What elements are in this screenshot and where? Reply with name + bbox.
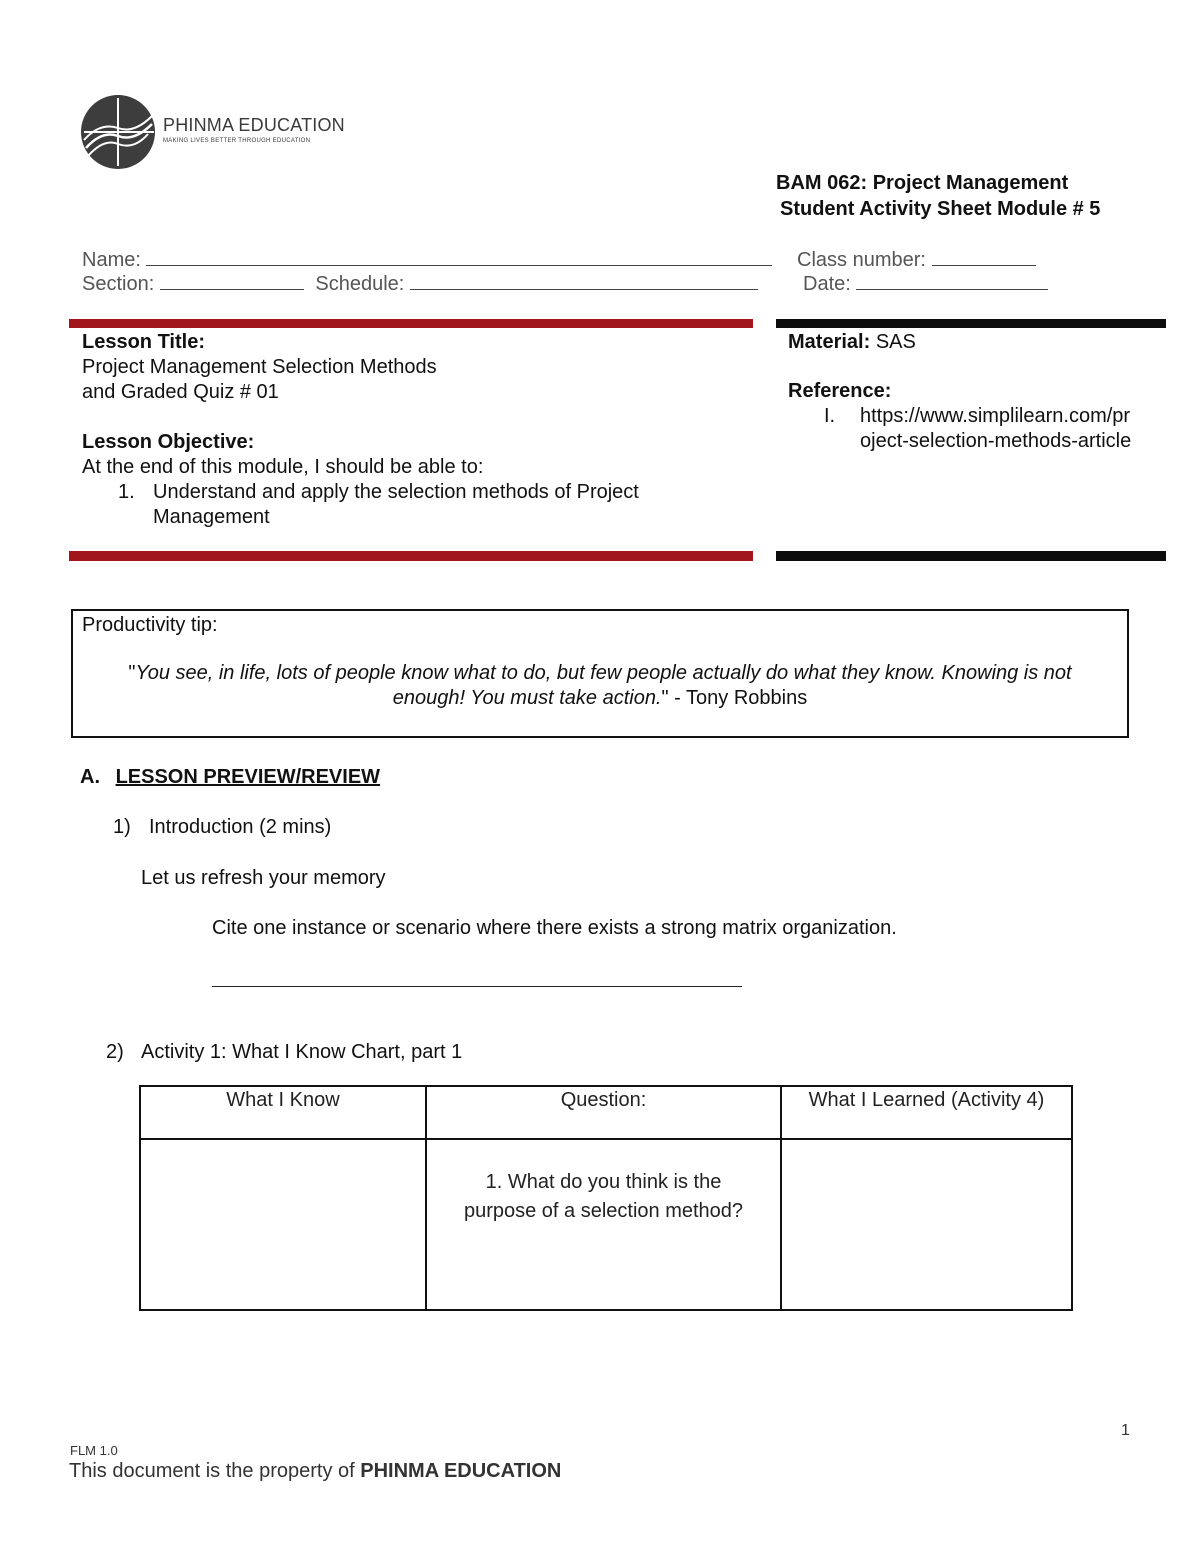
quote-text-line2: enough! You must take action. xyxy=(392,687,662,709)
quote-open-mark: " xyxy=(128,662,136,684)
tip-quote-line1 xyxy=(71,661,1129,686)
item2-number: 2) xyxy=(106,1041,124,1063)
name-blank[interactable] xyxy=(146,247,772,266)
quote-text-line1: You see, in life, lots of people know what to do, but few people actually do what they know. Knowing is not xyxy=(135,662,1072,684)
reference-link-line1[interactable]: https://www.simplilearn.com/pr xyxy=(860,405,1131,427)
section-label: Section: xyxy=(82,273,155,295)
name-label: Name: xyxy=(82,249,141,271)
objective-line1: Understand and apply the selection methods of Project xyxy=(153,481,639,503)
lesson-bottom-bar xyxy=(69,551,753,561)
date-label: Date: xyxy=(803,273,851,295)
material-top-bar xyxy=(776,319,1166,328)
lesson-block xyxy=(82,330,742,530)
tip-quote-line2 xyxy=(71,686,1129,711)
lesson-title-line1: Project Management Selection Methods xyxy=(82,356,437,378)
sheet-title: Student Activity Sheet Module # 5 xyxy=(780,198,1101,220)
cell-question: 1. What do you think is the purpose of a selection method? xyxy=(426,1139,781,1310)
scenario-prompt: Cite one instance or scenario where there exists a strong matrix organization. xyxy=(212,917,897,939)
phinma-logo-icon xyxy=(78,92,158,172)
item1-title: Introduction (2 mins) xyxy=(149,816,332,838)
course-title: BAM 062: Project Management xyxy=(776,172,1069,194)
lesson-top-bar xyxy=(69,319,753,328)
property-owner: PHINMA EDUCATION xyxy=(360,1460,562,1482)
section-a-title: LESSON PREVIEW/REVIEW xyxy=(115,766,381,788)
material-block xyxy=(788,330,1168,454)
date-field xyxy=(803,271,1048,296)
tip-label: Productivity tip: xyxy=(82,614,218,636)
lesson-title-label: Lesson Title: xyxy=(82,331,205,353)
logo-name: PHINMA EDUCATION xyxy=(163,115,345,135)
reference-item xyxy=(788,404,1168,454)
item2-title: Activity 1: What I Know Chart, part 1 xyxy=(141,1041,463,1063)
material-line xyxy=(788,330,1168,355)
lesson-title-line2: and Graded Quiz # 01 xyxy=(82,381,279,403)
lesson-objective-intro: At the end of this module, I should be able to: xyxy=(82,456,484,478)
answer-line[interactable] xyxy=(212,986,742,987)
material-label: Material xyxy=(788,331,864,353)
reference-number: I. xyxy=(824,405,836,427)
objective-line2: Management xyxy=(153,506,270,528)
flm-version: FLM 1.0 xyxy=(70,1443,118,1458)
logo-tagline: MAKING LIVES BETTER THROUGH EDUCATION xyxy=(163,138,311,144)
reference-label: Reference: xyxy=(788,380,892,402)
refresh-text: Let us refresh your memory xyxy=(141,867,386,889)
schedule-blank[interactable] xyxy=(410,271,758,290)
lesson-objective-label: Lesson Objective: xyxy=(82,431,255,453)
material-value: SAS xyxy=(875,331,916,353)
class-number-label: Class number: xyxy=(797,249,926,271)
section-a-heading xyxy=(80,765,380,790)
cell-what-i-know[interactable] xyxy=(140,1139,426,1310)
property-notice xyxy=(69,1460,561,1483)
reference-link-line2[interactable]: oject-selection-methods-article xyxy=(860,430,1132,452)
section-blank[interactable] xyxy=(160,271,304,290)
property-prefix: This document is the property of xyxy=(69,1460,361,1482)
section-a-letter: A. xyxy=(80,766,100,788)
item1-number: 1) xyxy=(113,816,131,838)
what-i-know-chart xyxy=(139,1085,1073,1311)
class-number-blank[interactable] xyxy=(932,247,1036,266)
cell-what-i-learned[interactable] xyxy=(781,1139,1072,1310)
quote-close-mark: " xyxy=(661,687,669,709)
table-row xyxy=(140,1139,1072,1310)
section-field xyxy=(82,271,758,296)
page-number: 1 xyxy=(1121,1422,1130,1439)
date-blank[interactable] xyxy=(856,271,1048,290)
header-what-i-learned: What I Learned (Activity 4) xyxy=(781,1086,1072,1139)
header-what-i-know: What I Know xyxy=(140,1086,426,1139)
objective-number: 1. xyxy=(118,481,135,503)
schedule-label: Schedule: xyxy=(315,273,405,295)
objective-item xyxy=(82,480,742,530)
material-bottom-bar xyxy=(776,551,1166,561)
material-colon: : xyxy=(863,331,871,353)
header-question: Question: xyxy=(426,1086,781,1139)
class-number-field xyxy=(797,247,1036,272)
name-field xyxy=(82,247,772,272)
table-header-row xyxy=(140,1086,1072,1139)
quote-author: - Tony Robbins xyxy=(668,687,808,709)
